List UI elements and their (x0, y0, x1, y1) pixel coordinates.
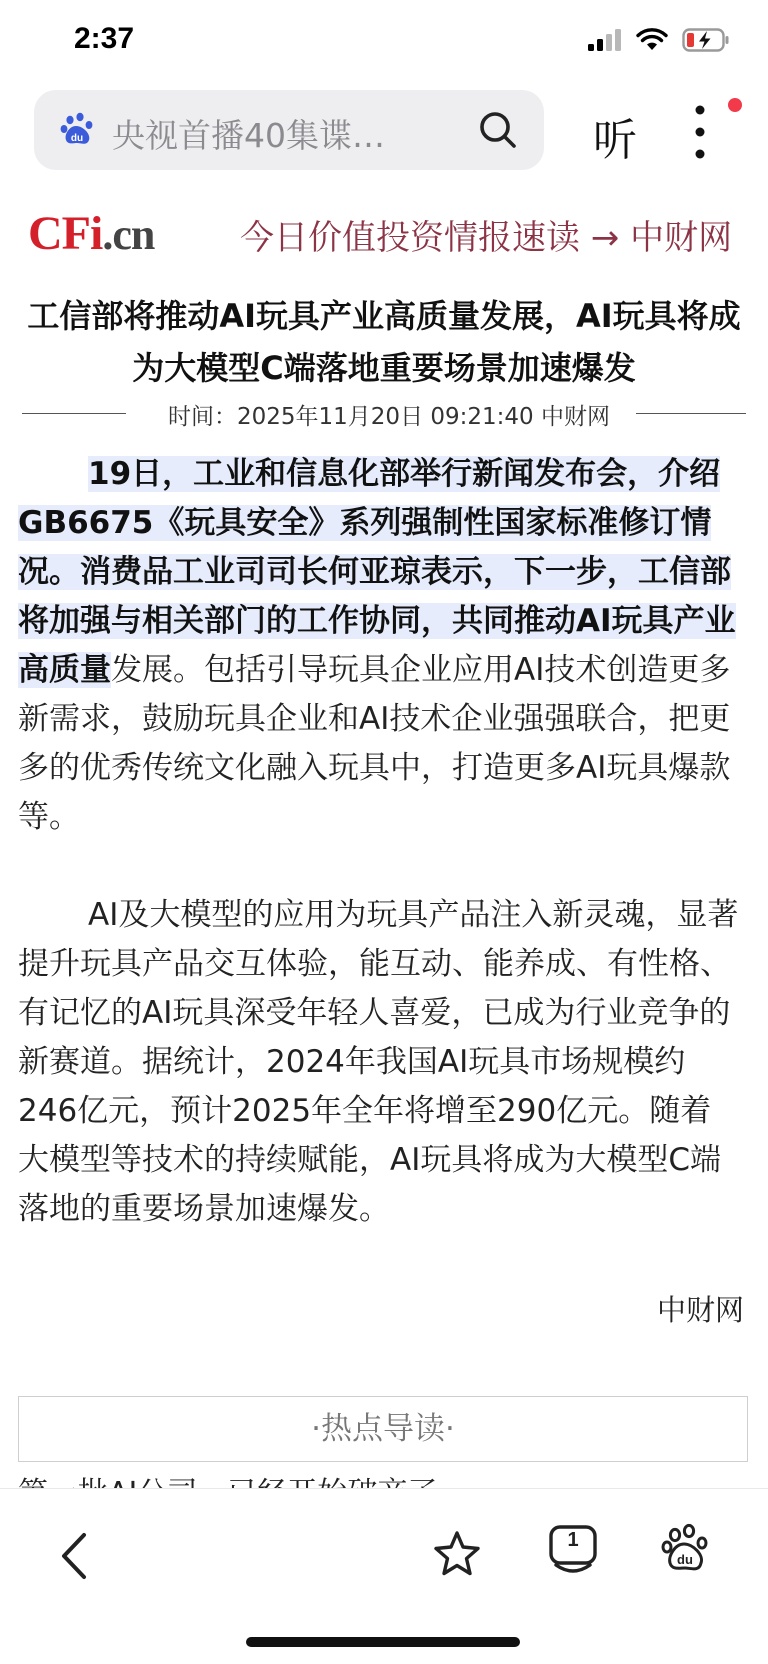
status-icons (588, 28, 730, 52)
search-icon[interactable] (478, 110, 518, 154)
listen-button[interactable]: 听 (593, 115, 637, 166)
highlighted-summary: 19日，工业和信息化部举行新闻发布会，介绍GB6675《玩具安全》系列强制性国家标准修订情况。消费品工业司司长何亚琼表示，下一步，工信部将加强与相关部门的工作协同，共同推动AI玩具产业高质量 (18, 456, 736, 688)
article-meta (22, 396, 746, 432)
hot-reads-title: ·热点导读· (311, 1411, 455, 1447)
status-bar (0, 0, 768, 84)
logo-gray-text: .cn (102, 210, 155, 259)
article-paragraph-1 (18, 450, 740, 842)
meta-divider-left (22, 413, 126, 414)
star-icon[interactable] (432, 1529, 482, 1579)
paragraph-1-rest: 发展。包括引导玩具企业应用AI技术创造更多新需求，鼓励玩具企业和AI技术企业强强联合，把更多的优秀传统文化融入玩具中，打造更多AI玩具爆款等。 (18, 652, 731, 835)
svg-text:du: du (677, 1552, 693, 1567)
article-meta-text: 时间：2025年11月20日 09:21:40 中财网 (168, 404, 610, 430)
search-bar[interactable] (34, 90, 544, 170)
site-promo-link[interactable]: 今日价值投资情报速读 → 中财网 (240, 218, 733, 258)
svg-text:du: du (70, 133, 84, 144)
meta-divider-right (636, 413, 746, 414)
home-indicator[interactable] (246, 1637, 520, 1647)
baidu-home-icon[interactable] (662, 1525, 710, 1575)
hot-read-item[interactable] (18, 1474, 437, 1488)
tabs-button[interactable] (548, 1525, 598, 1577)
wifi-icon (636, 28, 668, 52)
article-title: 工信部将推动AI玩具产业高质量发展，AI玩具将成为大模型C端落地重要场景加速爆发 (27, 297, 741, 387)
back-arrow-icon[interactable] (56, 1531, 90, 1581)
notification-dot (728, 98, 742, 112)
cfi-logo[interactable] (28, 206, 154, 261)
article-paragraph-2: AI及大模型的应用为玩具产品注入新灵魂，显著提升玩具产品交互体验，能互动、能养成、有性格、有记忆的AI玩具深受年轻人喜爱，已成为行业竞争的新赛道。据统计，2024年我国AI玩具市场规模约246亿元，预计2025年全年将增至290亿元。随着大模型等技术的持续赋能，AI玩具将成为大模型C端落地的重要场景加速爆发。 (18, 897, 739, 1227)
tabs-count: 1 (567, 1529, 579, 1551)
article-source: 中财网 (656, 1293, 744, 1327)
more-options-icon[interactable] (688, 102, 716, 162)
status-time: 2:37 (74, 22, 135, 55)
baidu-paw-icon (60, 112, 96, 152)
battery-charging-icon (682, 28, 730, 52)
logo-red-text: CFi (28, 207, 103, 260)
cellular-signal-icon (588, 29, 622, 51)
hot-reads-header (18, 1396, 748, 1462)
search-input[interactable]: 央视首播40集谍… (112, 116, 385, 155)
article-body (18, 450, 740, 1234)
